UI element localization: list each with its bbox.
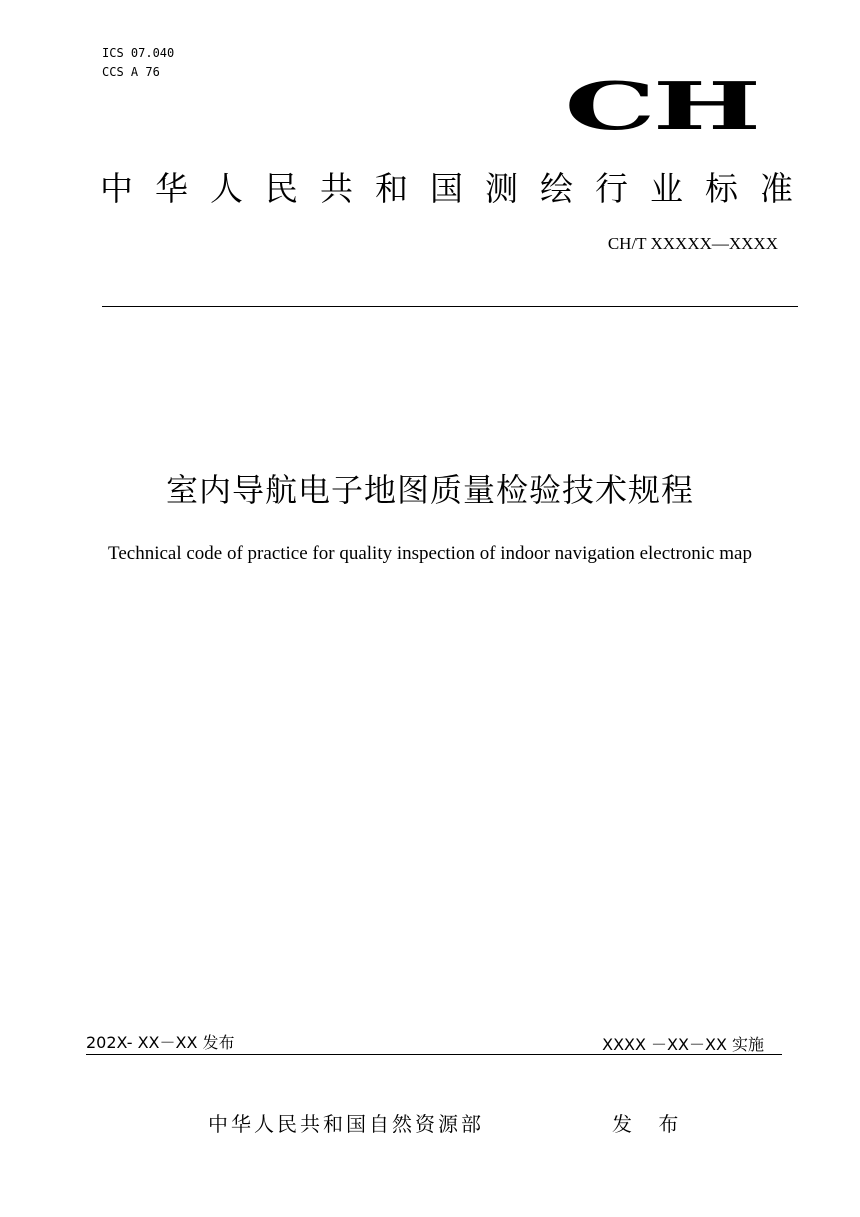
date-row: [86, 1028, 782, 1055]
implementation-date: XXXX －XX－XX 实施: [602, 1035, 764, 1054]
ch-logo: CH: [564, 68, 758, 145]
document-title-chinese: 室内导航电子地图质量检验技术规程: [165, 471, 694, 509]
issue-label: 发 布: [612, 1112, 689, 1136]
header-divider: [102, 306, 798, 307]
classification-codes: [102, 44, 174, 82]
ics-code: ICS 07.040: [102, 46, 175, 60]
issuing-authority: 中华人民共和国自然资源部: [208, 1112, 484, 1136]
ccs-code: CCS A 76: [102, 65, 160, 79]
standard-code: CH/T XXXXX—XXXX: [607, 234, 778, 253]
standard-category: 中华人民共和国测绘行业标准: [100, 169, 815, 208]
document-title-english: Technical code of practice for quality inspection of indoor navigation electronic map: [108, 543, 752, 564]
publication-date: 202X- XX－XX 发布: [86, 1033, 235, 1052]
